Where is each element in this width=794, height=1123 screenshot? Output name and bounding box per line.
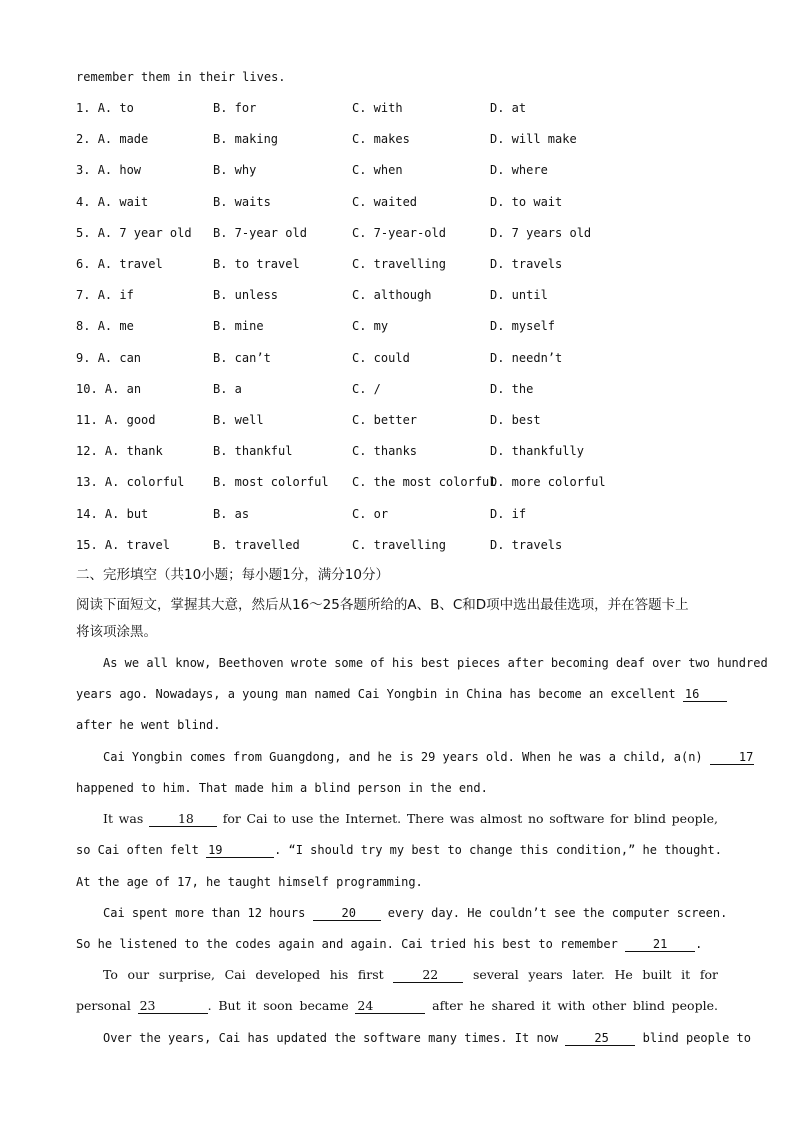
passage-p3-line2 [76, 842, 722, 858]
blank-25[interactable]: 25 [565, 1031, 635, 1046]
passage-text: To our surprise, Cai developed his first [103, 967, 384, 982]
option-a[interactable]: A. if [97, 288, 134, 303]
passage-text: Cai spent more than 12 hours [103, 906, 306, 920]
question-5-lead [76, 225, 192, 241]
option-c[interactable]: C. travelling [352, 257, 446, 271]
question-number: 3. [76, 163, 91, 178]
option-a[interactable]: A. thank [104, 444, 163, 459]
question-10-lead [76, 381, 141, 397]
question-row [76, 131, 718, 147]
question-13-lead [76, 474, 184, 490]
option-a[interactable]: A. how [97, 163, 142, 178]
question-number: 4. [76, 194, 91, 209]
option-d[interactable]: D. at [490, 101, 527, 115]
question-number: 6. [76, 257, 91, 271]
question-number: 7. [76, 288, 91, 303]
option-a[interactable]: A. wait [97, 194, 149, 209]
option-c[interactable]: C. / [352, 381, 381, 396]
option-d[interactable]: D. where [490, 163, 548, 178]
passage-text: after he shared it with other blind people. [432, 998, 718, 1013]
option-d[interactable]: D. 7 years old [490, 225, 592, 240]
option-d[interactable]: D. if [490, 506, 527, 521]
blank-22[interactable]: 22 [393, 968, 463, 983]
question-8-lead [76, 318, 134, 334]
question-number: 14. [76, 506, 98, 521]
option-d[interactable]: D. myself [490, 319, 556, 334]
blank-20[interactable]: 20 [313, 906, 381, 921]
blank-23[interactable]: 23 [138, 999, 208, 1014]
passage-p4-line2 [76, 936, 718, 952]
instructions-line-1: 阅读下面短文，掌握其大意，然后从16～25各题所给的A、B、C和D项中选出最佳选项，并在答题卡上 [76, 597, 689, 613]
option-c[interactable]: C. 7-year-old [352, 225, 446, 240]
question-7-lead [76, 287, 134, 303]
question-number: 13. [76, 475, 98, 490]
option-c[interactable]: C. or [352, 506, 389, 521]
question-number: 10. [76, 381, 98, 396]
question-row [76, 350, 718, 366]
question-row [76, 443, 718, 459]
option-c[interactable]: C. could [352, 350, 410, 365]
option-b[interactable]: B. well [213, 413, 264, 427]
option-d[interactable]: D. best [490, 413, 541, 427]
passage-text: for Cai to use the Internet. There was almost no software for blind people, [222, 811, 718, 826]
option-b[interactable]: B. thankful [213, 444, 293, 459]
option-a[interactable]: A. travel [97, 257, 163, 271]
option-b[interactable]: B. waits [213, 194, 271, 209]
option-a[interactable]: A. travel [104, 537, 170, 552]
blank-24[interactable]: 24 [355, 999, 425, 1014]
question-row [76, 287, 718, 303]
option-c[interactable]: C. with [352, 101, 403, 115]
question-row [76, 506, 718, 522]
option-a[interactable]: A. colorful [104, 475, 185, 490]
question-row [76, 256, 718, 272]
option-d[interactable]: D. the [490, 381, 534, 396]
passage-text: It was [103, 811, 144, 826]
passage-text: every day. He couldn’t see the computer screen. [387, 906, 728, 920]
passage-text: several years later. He built it for [473, 967, 718, 982]
passage-text: so Cai often felt [76, 843, 199, 857]
passage-ending-line: remember them in their lives. [76, 70, 286, 84]
blank-17[interactable]: 17 [710, 750, 754, 765]
passage-text: Over the years, Cai has updated the software many times. It now [103, 1031, 559, 1045]
option-a[interactable]: A. made [97, 132, 149, 147]
option-c[interactable]: C. travelling [352, 537, 446, 552]
question-9-lead [76, 350, 141, 366]
passage-p6-line1 [76, 1030, 751, 1046]
question-row [76, 194, 718, 210]
option-c[interactable]: C. thanks [352, 444, 418, 459]
option-b[interactable]: B. as [213, 506, 250, 521]
option-b[interactable]: B. why [213, 163, 257, 178]
question-row [76, 100, 718, 116]
option-b[interactable]: B. a [213, 381, 242, 396]
question-number: 8. [76, 319, 91, 334]
option-a[interactable]: A. 7 year old [97, 225, 192, 240]
option-b[interactable]: B. can’t [213, 350, 271, 365]
question-1-lead [76, 100, 134, 116]
passage-p3-line3: At the age of 17, he taught himself programming. [76, 875, 423, 889]
passage-text: blind people to [642, 1031, 751, 1045]
option-c[interactable]: C. my [352, 319, 389, 334]
blank-21[interactable]: 21 [625, 937, 695, 952]
question-12-lead [76, 443, 163, 459]
question-number: 15. [76, 537, 98, 552]
option-d[interactable]: D. travels [490, 537, 563, 552]
option-b[interactable]: B. most colorful [213, 475, 329, 490]
passage-text: . [695, 937, 703, 951]
question-number: 5. [76, 225, 91, 240]
option-c[interactable]: C. makes [352, 132, 410, 147]
question-number: 2. [76, 132, 91, 147]
option-b[interactable]: B. for [213, 101, 257, 115]
passage-p1-line3: after he went blind. [76, 718, 221, 732]
question-row [76, 225, 718, 241]
option-a[interactable]: A. an [104, 381, 142, 396]
passage-text: personal [76, 998, 131, 1013]
question-2-lead [76, 131, 148, 147]
question-3-lead [76, 162, 141, 178]
question-6-lead [76, 256, 163, 272]
question-row [76, 474, 718, 490]
passage-p2-line2: happened to him. That made him a blind person in the end. [76, 781, 488, 795]
option-d[interactable]: D. until [490, 288, 548, 303]
question-11-lead [76, 412, 156, 428]
option-d[interactable]: D. needn’t [490, 350, 563, 365]
question-number: 12. [76, 444, 98, 459]
question-15-lead [76, 537, 170, 553]
option-d[interactable]: D. more colorful [490, 475, 606, 490]
option-a[interactable]: A. good [104, 413, 156, 427]
passage-p1-line1: As we all know, Beethoven wrote some of his best pieces after becoming deaf over two hundred [103, 656, 768, 670]
option-c[interactable]: C. although [352, 288, 432, 303]
passage-p3-line1 [76, 811, 718, 827]
option-c[interactable]: C. the most colorful [352, 475, 497, 490]
option-a[interactable]: A. can [97, 350, 142, 365]
blank-16[interactable]: 16 [683, 687, 727, 702]
blank-18[interactable]: 18 [149, 812, 217, 827]
option-c[interactable]: C. waited [352, 194, 418, 209]
passage-text: years ago. Nowadays, a young man named Cai Yongbin in China has become an excellent [76, 687, 676, 701]
option-d[interactable]: D. will make [490, 132, 577, 147]
passage-p4-line1 [76, 905, 728, 921]
passage-p5-line2 [76, 998, 718, 1014]
option-b[interactable]: B. to travel [213, 257, 300, 271]
option-b[interactable]: B. 7-year old [213, 225, 307, 240]
passage-p5-line1 [76, 967, 718, 983]
blank-19[interactable]: 19 [206, 843, 274, 858]
question-row [76, 381, 718, 397]
option-d[interactable]: D. travels [490, 257, 563, 271]
option-c[interactable]: C. better [352, 413, 418, 427]
option-b[interactable]: B. travelled [213, 537, 300, 552]
passage-p2-line1 [76, 749, 754, 765]
passage-text: Cai Yongbin comes from Guangdong, and he is 29 years old. When he was a child, a(n) [103, 750, 703, 764]
option-b[interactable]: B. unless [213, 288, 279, 303]
instructions-line-2: 将该项涂黑。 [76, 624, 157, 640]
question-row [76, 412, 718, 428]
question-14-lead [76, 506, 148, 522]
question-number: 11. [76, 413, 98, 427]
question-number: 9. [76, 350, 91, 365]
question-row [76, 318, 718, 334]
option-d[interactable]: D. to wait [490, 194, 563, 209]
question-row [76, 162, 718, 178]
option-a[interactable]: A. to [97, 101, 134, 115]
option-d[interactable]: D. thankfully [490, 444, 584, 459]
question-row [76, 537, 718, 553]
question-number: 1. [76, 101, 91, 115]
passage-text: . “I should try my best to change this condition,” he thought. [274, 843, 722, 857]
option-a[interactable]: A. but [104, 506, 149, 521]
option-b[interactable]: B. making [213, 132, 279, 147]
passage-p1-line2 [76, 686, 718, 702]
option-c[interactable]: C. when [352, 163, 403, 178]
option-a[interactable]: A. me [97, 319, 134, 334]
question-4-lead [76, 194, 148, 210]
option-b[interactable]: B. mine [213, 319, 264, 334]
passage-text: . But it soon became [207, 998, 349, 1013]
passage-text: So he listened to the codes again and again. Cai tried his best to remember [76, 937, 618, 951]
section-title: 二、完形填空（共10小题；每小题1分，满分10分） [76, 567, 389, 583]
